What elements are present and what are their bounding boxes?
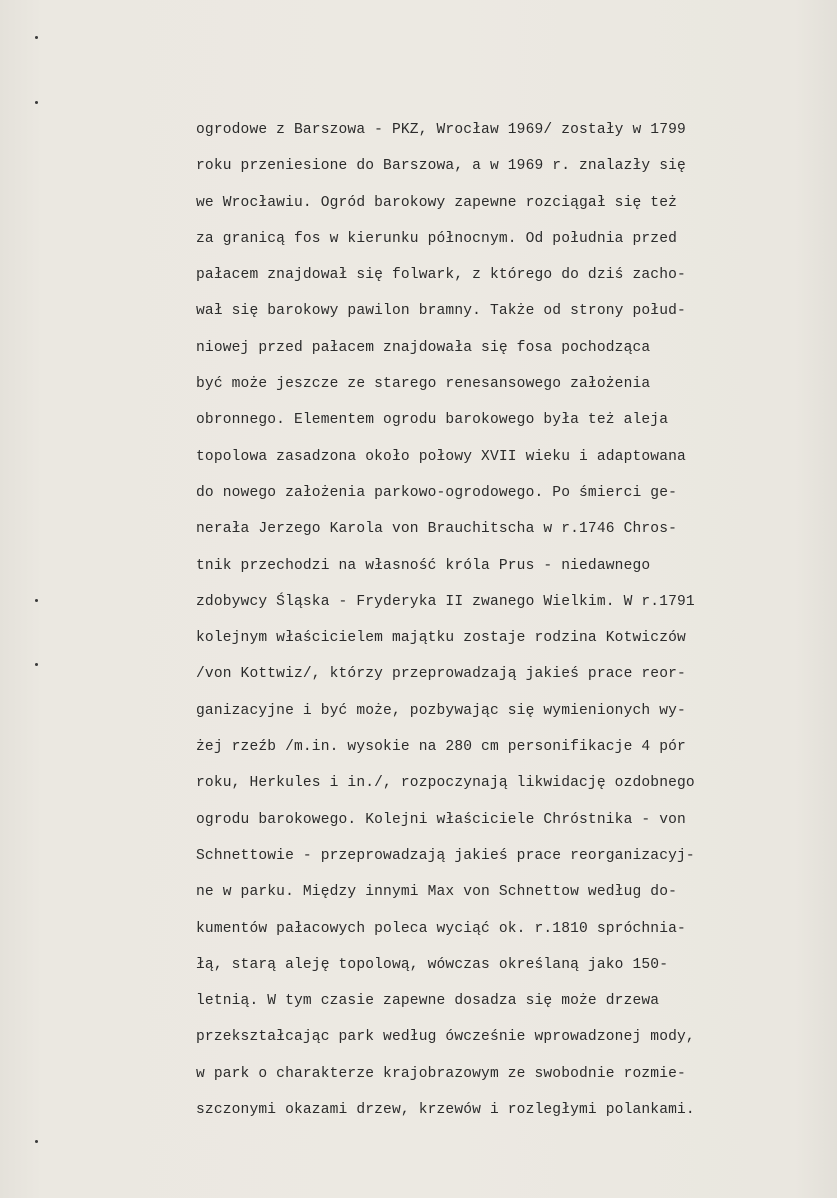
text-line: wał się barokowy pawilon bramny. Także od strony połud- [196,303,686,320]
text-line: ogrodowe z Barszowa - PKZ, Wrocław 1969/ zostały w 1799 [196,122,686,138]
text-line: przekształcając park według ówcześnie wprowadzonej mody, [196,1029,695,1046]
punch-hole-mark [35,101,38,104]
punch-hole-mark [35,1140,38,1143]
text-line: kolejnym właścicielem majątku zostaje rodzina Kotwiczów [196,630,686,647]
text-line: pałacem znajdował się folwark, z którego do dziś zacho- [196,267,686,284]
text-line: letnią. W tym czasie zapewne dosadza się może drzewa [196,993,660,1010]
text-line: ganizacyjne i być może, pozbywając się wymienionych wy- [196,702,686,719]
text-line: roku przeniesione do Barszowa, a w 1969 r. znalazły się [196,158,686,175]
text-line: /von Kottwiz/, którzy przeprowadzają jakieś prace reor- [196,666,686,683]
text-line: ne w parku. Między innymi Max von Schnettow według do- [196,884,678,901]
text-line: za granicą fos w kierunku północnym. Od południa przed [196,230,678,247]
text-line: zdobywcy Śląska - Fryderyka II zwanego Wielkim. W r.1791 [196,593,695,610]
text-line: Schnettowie - przeprowadzają jakieś prace reorganizacyj- [196,847,695,864]
punch-hole-mark [35,663,38,666]
text-line: łą, starą aleję topolową, wówczas określaną jako 150- [196,956,669,973]
text-line: kumentów pałacowych poleca wyciąć ok. r.1810 spróchnia- [196,920,686,937]
text-line: topolowa zasadzona około połowy XVII wieku i adaptowana [196,448,686,465]
punch-hole-mark [35,36,38,39]
text-line: we Wrocławiu. Ogród barokowy zapewne rozciągał się też [196,194,678,211]
text-line: być może jeszcze ze starego renesansowego założenia [196,376,651,393]
text-line: szczonymi okazami drzew, krzewów i rozległymi polankami. [196,1102,695,1119]
punch-hole-mark [35,599,38,602]
text-line: w park o charakterze krajobrazowym ze swobodnie rozmie- [196,1065,686,1082]
text-line: żej rzeźb /m.in. wysokie na 280 cm personifikacje 4 pór [196,739,686,756]
typewritten-text-body [196,112,796,1128]
text-line: tnik przechodzi na własność króla Prus - niedawnego [196,557,651,574]
text-line: roku, Herkules i in./, rozpoczynają likwidację ozdobnego [196,775,695,792]
text-line: obronnego. Elementem ogrodu barokowego była też aleja [196,412,669,429]
text-line: do nowego założenia parkowo-ogrodowego. Po śmierci ge- [196,484,678,501]
text-line: nerała Jerzego Karola von Brauchitscha w r.1746 Chros- [196,521,678,538]
text-line: ogrodu barokowego. Kolejni właściciele Chróstnika - von [196,811,686,828]
text-line: niowej przed pałacem znajdowała się fosa pochodząca [196,339,651,356]
